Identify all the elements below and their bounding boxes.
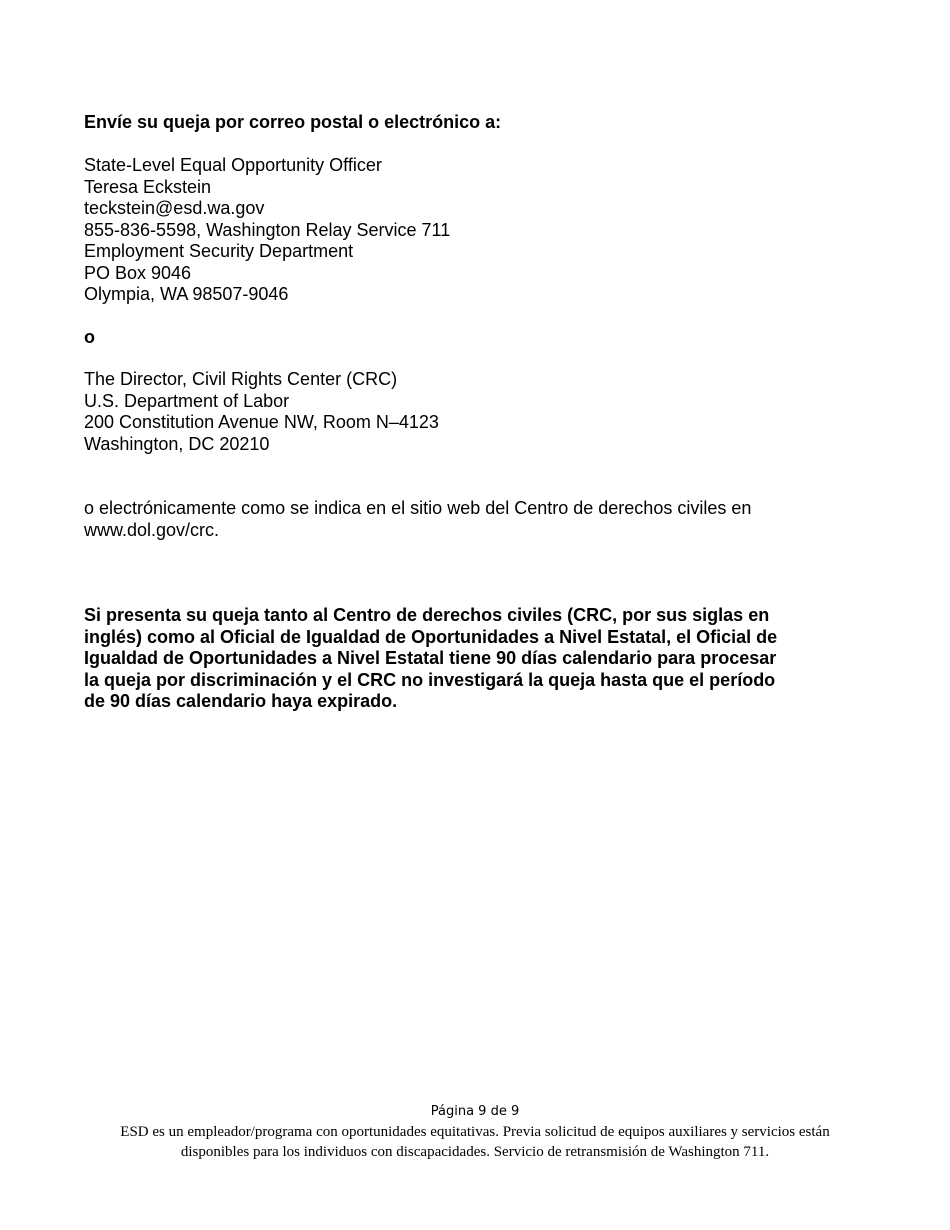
address-line: U.S. Department of Labor [84, 390, 290, 411]
paragraph-line: www.dol.gov/crc. [84, 519, 220, 540]
or-separator: o [84, 327, 95, 347]
paragraph-line: de 90 días calendario haya expirado. [84, 691, 398, 711]
address-line: State-Level Equal Opportunity Officer [84, 155, 382, 175]
footer-line: disponibles para los individuos con discapacidades. Servicio de retransmisión de Washington 711. [180, 1143, 770, 1160]
footer-disclaimer [0, 1123, 950, 1162]
paragraph-line: inglés) como al Oficial de Igualdad de Oportunidades a Nivel Estatal, el Oficial de [84, 626, 778, 647]
address-line: Employment Security Department [84, 241, 354, 261]
electronic-filing-note [84, 498, 804, 541]
paragraph-line: Si presenta su queja tanto al Centro de derechos civiles (CRC, por sus siglas en [84, 605, 770, 625]
address-state-officer [84, 155, 824, 306]
paragraph-line: o electrónicamente como se indica en el sitio web del Centro de derechos civiles en [84, 498, 752, 518]
page-number: Página 9 de 9 [430, 1104, 520, 1119]
paragraph-line: Igualdad de Oportunidades a Nivel Estatal tiene 90 días calendario para procesar [84, 648, 777, 668]
address-crc [84, 369, 824, 455]
address-line: The Director, Civil Rights Center (CRC) [84, 369, 398, 389]
mail-heading: Envíe su queja por correo postal o electrónico a: [84, 112, 502, 132]
email-address: teckstein@esd.wa.gov [84, 198, 265, 218]
footer-line: ESD es un empleador/programa con oportunidades equitativas. Previa solicitud de equipos auxiliares y servicios están [120, 1124, 830, 1140]
paragraph-line: la queja por discriminación y el CRC no investigará la queja hasta que el período [84, 669, 776, 690]
address-line: Teresa Eckstein [84, 176, 212, 197]
address-line: Washington, DC 20210 [84, 433, 270, 454]
phone-number: 855-836-5598, Washington Relay Service 711 [84, 219, 451, 240]
filing-notice [84, 605, 824, 713]
address-line: 200 Constitution Avenue NW, Room N–4123 [84, 412, 439, 432]
address-line: PO Box 9046 [84, 262, 192, 283]
address-line: Olympia, WA 98507-9046 [84, 284, 289, 304]
